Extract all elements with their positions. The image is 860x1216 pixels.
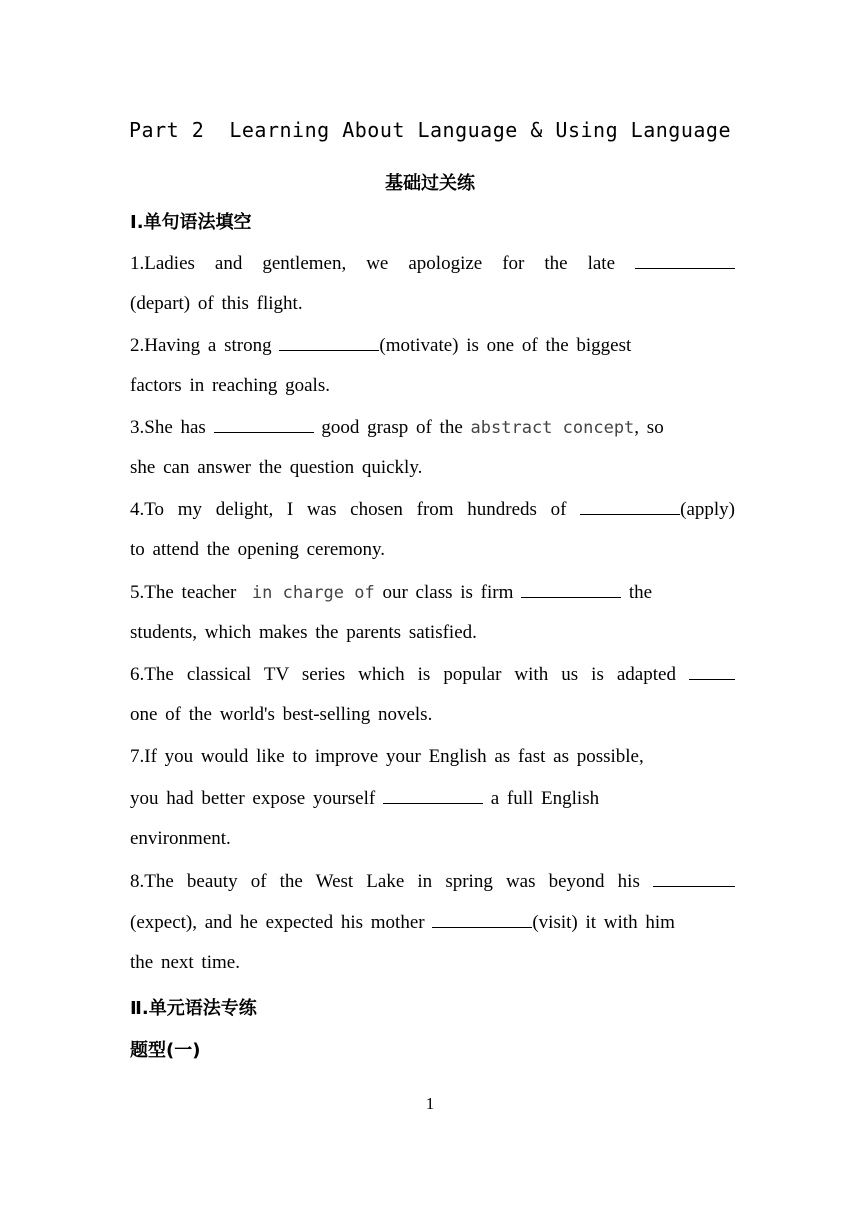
question-3-phrase: abstract concept	[470, 418, 635, 438]
answer-blank	[214, 416, 314, 433]
question-3-text: 3.She has	[130, 417, 206, 438]
page-subtitle: 基础过关练	[385, 173, 475, 194]
question-6-line-2: one of the world's best-selling novels.	[130, 704, 433, 725]
answer-blank	[689, 663, 735, 680]
question-8-text-c: (visit) it with him	[532, 912, 675, 933]
question-7-text: you had better expose yourself	[130, 788, 376, 809]
question-4-text-b: (apply)	[680, 499, 735, 520]
question-7-line-1: 7.If you would like to improve your English as fast as possible,	[130, 746, 644, 767]
answer-blank	[580, 498, 680, 515]
question-1-line-2: (depart) of this flight.	[130, 293, 303, 314]
question-8-line-3: the next time.	[130, 952, 240, 973]
question-1-text: 1.Ladies and gentlemen, we apologize for the late	[130, 253, 616, 274]
question-2-line-2: factors in reaching goals.	[130, 375, 330, 396]
question-8-text-b: (expect), and he expected his mother	[130, 912, 425, 933]
question-3-line-1	[130, 416, 735, 439]
section-heading-1: Ⅰ.单句语法填空	[130, 212, 252, 233]
answer-blank	[279, 334, 379, 351]
page-title: Part 2 Learning About Language & Using Language	[129, 118, 731, 142]
section-subheading: 题型(一)	[130, 1040, 201, 1061]
question-7-line-2	[130, 787, 735, 810]
question-3-text-d: , so	[634, 417, 664, 438]
question-5-text-c: our class is firm	[382, 582, 514, 603]
question-1-line-1	[130, 252, 735, 275]
answer-blank	[432, 911, 532, 928]
question-2-text-b: (motivate) is one of the biggest	[379, 335, 632, 356]
question-5-text: 5.The teacher	[130, 582, 237, 603]
question-3-line-2: she can answer the question quickly.	[130, 457, 423, 478]
question-6-text: 6.The classical TV series which is popular with us is adapted	[130, 664, 676, 685]
page-number: 1	[425, 1094, 435, 1113]
question-2-text: 2.Having a strong	[130, 335, 272, 356]
question-7-text-b: a full English	[490, 788, 600, 809]
question-5-text-d: the	[628, 582, 653, 603]
section-heading-2: Ⅱ.单元语法专练	[130, 998, 257, 1019]
question-4-text: 4.To my delight, I was chosen from hundreds of	[130, 499, 567, 520]
question-5-phrase: in charge of	[251, 583, 375, 603]
question-3-text-b: good grasp of the	[321, 417, 463, 438]
question-7-line-3: environment.	[130, 828, 231, 849]
question-8-text: 8.The beauty of the West Lake in spring was beyond his	[130, 871, 640, 892]
question-4-line-1	[130, 498, 735, 521]
question-8-line-1	[130, 870, 735, 893]
answer-blank	[521, 581, 621, 598]
question-2-line-1	[130, 334, 735, 357]
answer-blank	[653, 870, 735, 887]
question-5-line-1	[130, 581, 735, 604]
question-8-line-2	[130, 911, 735, 934]
question-6-line-1	[130, 663, 735, 686]
question-4-line-2: to attend the opening ceremony.	[130, 539, 386, 560]
question-5-line-2: students, which makes the parents satisfied.	[130, 622, 477, 643]
answer-blank	[383, 787, 483, 804]
answer-blank	[635, 252, 735, 269]
